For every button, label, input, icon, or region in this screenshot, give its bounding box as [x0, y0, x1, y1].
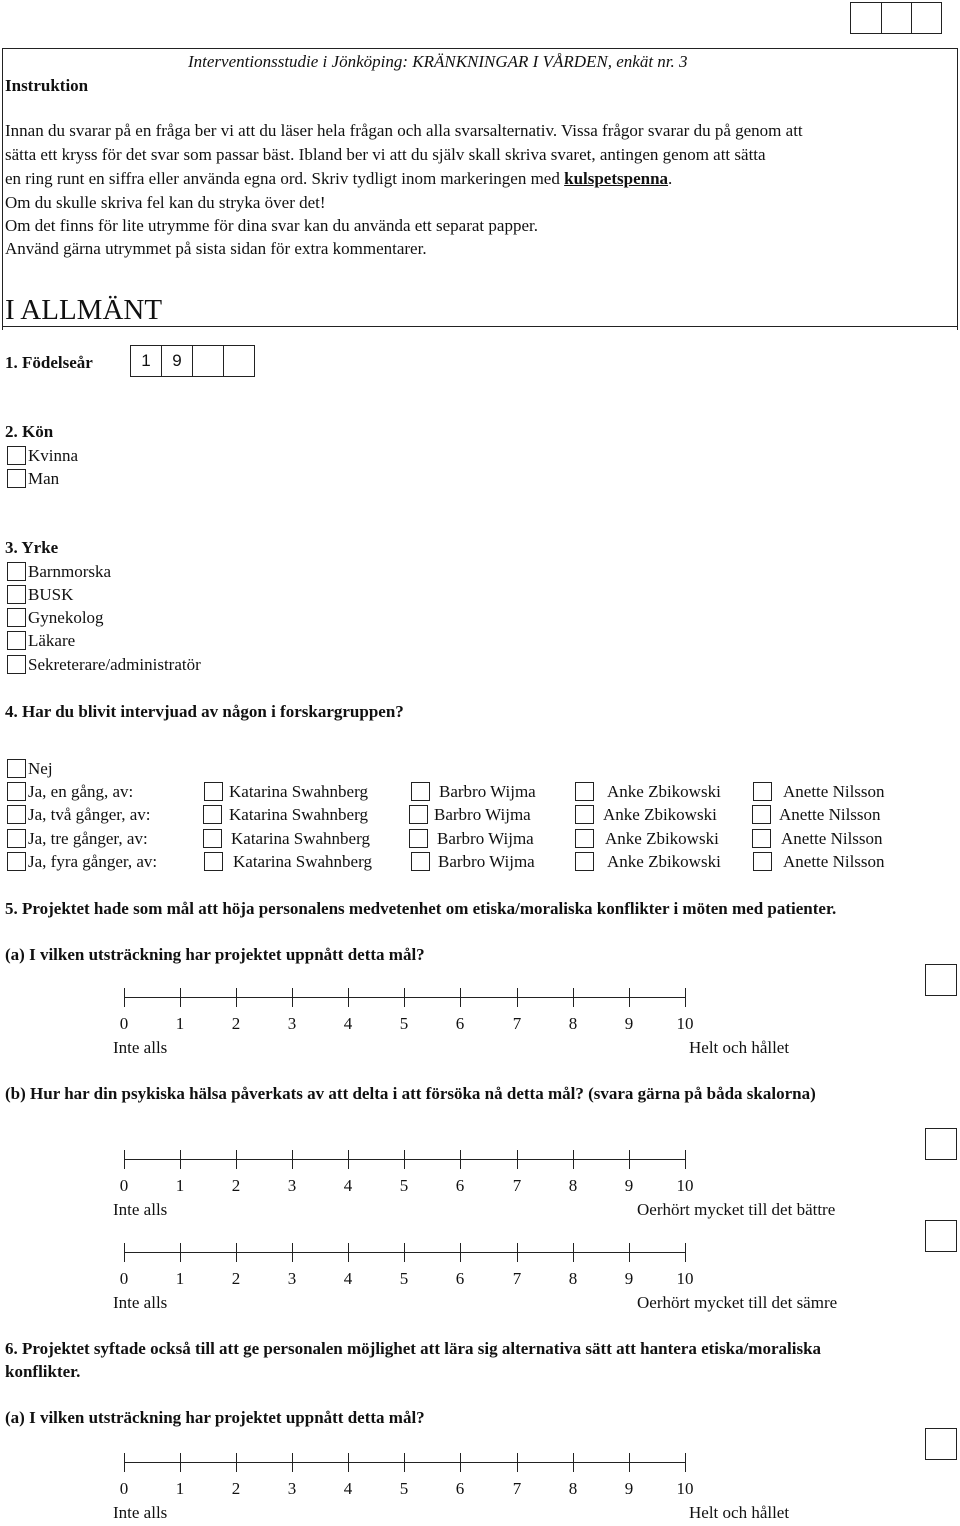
scale-3-tick[interactable] [348, 1243, 349, 1262]
scale-1-tick[interactable] [517, 988, 518, 1007]
row-label-ja-tva-ganger: Ja, två gånger, av: [28, 805, 151, 824]
q6-label-line-2: konflikter. [5, 1362, 81, 1381]
scale-2-tick[interactable] [404, 1150, 405, 1169]
scale-3-number[interactable]: 6 [455, 1269, 465, 1288]
scale-4-number[interactable]: 10 [676, 1479, 694, 1498]
r4-name-nilsson: Anette Nilsson [783, 852, 885, 871]
scale-3-number[interactable]: 0 [119, 1269, 129, 1288]
r2-name-zbikowski: Anke Zbikowski [603, 805, 717, 824]
scale-3-number[interactable]: 9 [624, 1269, 634, 1288]
checkbox-sekreterare[interactable] [7, 655, 26, 674]
scale-1-tick[interactable] [292, 988, 293, 1007]
scale-1-tick[interactable] [348, 988, 349, 1007]
scale-1-tick[interactable] [180, 988, 181, 1007]
scale-2-number[interactable]: 5 [399, 1176, 409, 1195]
scale-2-number[interactable]: 4 [343, 1176, 353, 1195]
instruction-line-3-text: en ring runt en siffra eller använda egna ord. Skriv tydligt inom markeringen med [5, 169, 560, 188]
option-kvinna: Kvinna [28, 446, 79, 465]
option-busk: BUSK [28, 585, 74, 604]
option-sekreterare: Sekreterare/administratör [28, 655, 201, 674]
instruction-line-3-end: . [668, 169, 673, 188]
scale-2-tick[interactable] [629, 1150, 630, 1169]
scale-2-number[interactable]: 2 [231, 1176, 241, 1195]
scale-4-tick[interactable] [348, 1453, 349, 1472]
q2-label: 2. Kön [5, 422, 54, 441]
scale-2-number[interactable]: 10 [676, 1176, 694, 1195]
scale-1-number[interactable]: 4 [343, 1014, 353, 1033]
scale-3-number[interactable]: 8 [568, 1269, 578, 1288]
scale-2-right-label: Oerhört mycket till det bättre [637, 1200, 836, 1219]
checkbox-ja-fyra-ganger[interactable] [7, 852, 26, 871]
year-digit-box-4[interactable] [223, 345, 255, 377]
scale-2-tick[interactable] [573, 1150, 574, 1169]
checkbox-r3-zbikowski[interactable] [575, 829, 594, 848]
scale-2-number[interactable]: 0 [119, 1176, 129, 1195]
year-digit-1: 1 [141, 351, 151, 370]
checkbox-r4-wijma[interactable] [411, 852, 430, 871]
checkbox-r3-swahnberg[interactable] [203, 829, 222, 848]
scale-1-number[interactable]: 10 [676, 1014, 694, 1033]
q5-label: 5. Projektet hade som mål att höja personalens medvetenhet om etiska/moraliska konflikter i möten med patienter. [5, 899, 837, 918]
option-barnmorska: Barnmorska [28, 562, 112, 581]
q1-label: 1. Födelseår [5, 353, 93, 372]
option-nej: Nej [28, 759, 53, 778]
q6a-label: (a) I vilken utsträckning har projektet uppnått detta mål? [5, 1408, 425, 1427]
scale-1-number[interactable]: 7 [512, 1014, 522, 1033]
r3-name-wijma: Barbro Wijma [437, 829, 534, 848]
scale-4-number[interactable]: 4 [343, 1479, 353, 1498]
r2-name-nilsson: Anette Nilsson [779, 805, 881, 824]
scale-3-tick[interactable] [685, 1243, 686, 1262]
scale-2-tick[interactable] [517, 1150, 518, 1169]
id-box-2[interactable] [881, 2, 912, 34]
scale-3-number[interactable]: 10 [676, 1269, 694, 1288]
scale-4-number[interactable]: 5 [399, 1479, 409, 1498]
r1-name-wijma: Barbro Wijma [439, 782, 536, 801]
scale-1-number[interactable]: 8 [568, 1014, 578, 1033]
scale-4-tick[interactable] [292, 1453, 293, 1472]
r3-name-zbikowski: Anke Zbikowski [605, 829, 719, 848]
checkbox-r2-zbikowski[interactable] [575, 805, 594, 824]
instruction-line-2: sätta ett kryss för det svar som passar bäst. Ibland ber vi att du själv skall skriva svaret, antingen genom att sätta [5, 145, 766, 164]
scale-2-tick[interactable] [124, 1150, 125, 1169]
scale-1-number[interactable]: 6 [455, 1014, 465, 1033]
q3-label: 3. Yrke [5, 538, 59, 557]
checkbox-r2-swahnberg[interactable] [203, 805, 222, 824]
scale-1-number[interactable]: 3 [287, 1014, 297, 1033]
scale-1-tick[interactable] [124, 988, 125, 1007]
row-label-ja-tre-ganger: Ja, tre gånger, av: [28, 829, 148, 848]
checkbox-ja-tre-ganger[interactable] [7, 829, 26, 848]
id-box-3[interactable] [911, 2, 942, 34]
r4-name-zbikowski: Anke Zbikowski [607, 852, 721, 871]
scale-3-number[interactable]: 4 [343, 1269, 353, 1288]
header-right-rule [957, 48, 958, 330]
header-bottom-rule [2, 326, 957, 327]
q4-label: 4. Har du blivit intervjuad av någon i forskargruppen? [5, 702, 404, 721]
instruction-line-4: Om du skulle skriva fel kan du stryka över det! [5, 193, 326, 212]
code-box-q5a[interactable] [925, 964, 957, 996]
scale-4-number[interactable]: 2 [231, 1479, 241, 1498]
row-label-ja-en-gang: Ja, en gång, av: [28, 782, 134, 801]
scale-4-tick[interactable] [460, 1453, 461, 1472]
scale-2-tick[interactable] [348, 1150, 349, 1169]
scale-3-tick[interactable] [460, 1243, 461, 1262]
id-box-1[interactable] [850, 2, 882, 34]
scale-1-number[interactable]: 2 [231, 1014, 241, 1033]
year-digit-2: 9 [172, 351, 182, 370]
scale-4-left-label: Inte alls [113, 1503, 168, 1522]
scale-2-number[interactable]: 7 [512, 1176, 522, 1195]
scale-4-number[interactable]: 9 [624, 1479, 634, 1498]
scale-3-tick[interactable] [180, 1243, 181, 1262]
scale-2-number[interactable]: 3 [287, 1176, 297, 1195]
option-man: Man [28, 469, 60, 488]
code-box-q5b-2[interactable] [925, 1220, 957, 1252]
checkbox-r3-nilsson[interactable] [752, 829, 771, 848]
scale-2-number[interactable]: 9 [624, 1176, 634, 1195]
scale-3-number[interactable]: 5 [399, 1269, 409, 1288]
checkbox-r4-zbikowski[interactable] [575, 852, 594, 871]
checkbox-r1-zbikowski[interactable] [575, 782, 594, 801]
r1-name-zbikowski: Anke Zbikowski [607, 782, 721, 801]
kulspetspenna-emphasis: kulspetspenna [564, 169, 669, 188]
checkbox-gynekolog[interactable] [7, 608, 26, 627]
scale-1-right-label: Helt och hållet [689, 1038, 790, 1057]
scale-3-number[interactable]: 2 [231, 1269, 241, 1288]
scale-2-left-label: Inte alls [113, 1200, 168, 1219]
r2-name-wijma: Barbro Wijma [434, 805, 531, 824]
scale-4-number[interactable]: 6 [455, 1479, 465, 1498]
scale-4-number[interactable]: 0 [119, 1479, 129, 1498]
scale-4-tick[interactable] [573, 1453, 574, 1472]
code-box-q5b-1[interactable] [925, 1128, 957, 1160]
scale-1-left-label: Inte alls [113, 1038, 168, 1057]
section-title: I ALLMÄNT [5, 294, 163, 326]
r1-name-nilsson: Anette Nilsson [783, 782, 885, 801]
header-top-rule [2, 48, 957, 49]
option-lakare: Läkare [28, 631, 76, 650]
scale-1-number[interactable]: 5 [399, 1014, 409, 1033]
scale-4-number[interactable]: 8 [568, 1479, 578, 1498]
scale-1-number[interactable]: 9 [624, 1014, 634, 1033]
scale-3-tick[interactable] [404, 1243, 405, 1262]
scale-3-tick[interactable] [517, 1243, 518, 1262]
checkbox-r1-wijma[interactable] [411, 782, 430, 801]
checkbox-lakare[interactable] [7, 631, 26, 650]
r1-name-swahnberg: Katarina Swahnberg [229, 782, 368, 801]
scale-2-tick[interactable] [180, 1150, 181, 1169]
checkbox-r1-swahnberg[interactable] [204, 782, 223, 801]
checkbox-kvinna[interactable] [7, 446, 26, 465]
instruction-line-5: Om det finns för lite utrymme för dina svar kan du använda ett separat papper. [5, 216, 538, 235]
checkbox-barnmorska[interactable] [7, 562, 26, 581]
r4-name-wijma: Barbro Wijma [438, 852, 535, 871]
r3-name-nilsson: Anette Nilsson [781, 829, 883, 848]
checkbox-ja-en-gang[interactable] [7, 782, 26, 801]
scale-4-tick[interactable] [517, 1453, 518, 1472]
header-left-rule [2, 48, 3, 330]
code-box-q6a[interactable] [925, 1428, 957, 1460]
scale-4-tick[interactable] [124, 1453, 125, 1472]
checkbox-nej[interactable] [7, 759, 26, 778]
checkbox-ja-tva-ganger[interactable] [7, 805, 26, 824]
scale-3-tick[interactable] [573, 1243, 574, 1262]
scale-1-tick[interactable] [685, 988, 686, 1007]
scale-4-number[interactable]: 1 [175, 1479, 185, 1498]
scale-2-tick[interactable] [292, 1150, 293, 1169]
scale-4-right-label: Helt och hållet [689, 1503, 790, 1522]
scale-4-tick[interactable] [629, 1453, 630, 1472]
scale-3-number[interactable]: 7 [512, 1269, 522, 1288]
scale-3-tick[interactable] [124, 1243, 125, 1262]
scale-3-number[interactable]: 1 [175, 1269, 185, 1288]
checkbox-r2-nilsson[interactable] [752, 805, 771, 824]
checkbox-busk[interactable] [7, 585, 26, 604]
scale-3-tick[interactable] [629, 1243, 630, 1262]
checkbox-r4-swahnberg[interactable] [204, 852, 223, 871]
scale-4-number[interactable]: 3 [287, 1479, 297, 1498]
scale-1-tick[interactable] [404, 988, 405, 1007]
r3-name-swahnberg: Katarina Swahnberg [231, 829, 370, 848]
instruction-line-1: Innan du svarar på en fråga ber vi att du läser hela frågan och alla svarsalternativ. Vissa frågor svarar du på genom att [5, 121, 803, 140]
scale-4-tick[interactable] [180, 1453, 181, 1472]
scale-4-tick[interactable] [236, 1453, 237, 1472]
scale-2-number[interactable]: 1 [175, 1176, 185, 1195]
q6-label-line-1: 6. Projektet syftade också till att ge personalen möjlighet att lära sig alternativa sätt att hantera etiska/moraliska [5, 1339, 822, 1358]
scale-1-number[interactable]: 1 [175, 1014, 185, 1033]
scale-2-tick[interactable] [460, 1150, 461, 1169]
form-title: Interventionsstudie i Jönköping: KRÄNKNINGAR I VÅRDEN, enkät nr. 3 [188, 52, 688, 71]
q5a-label: (a) I vilken utsträckning har projektet uppnått detta mål? [5, 945, 425, 964]
scale-4-number[interactable]: 7 [512, 1479, 522, 1498]
checkbox-man[interactable] [7, 469, 26, 488]
scale-3-number[interactable]: 3 [287, 1269, 297, 1288]
scale-1-tick[interactable] [236, 988, 237, 1007]
scale-3-left-label: Inte alls [113, 1293, 168, 1312]
scale-4-tick[interactable] [685, 1453, 686, 1472]
scale-3-tick[interactable] [236, 1243, 237, 1262]
scale-3-right-label: Oerhört mycket till det sämre [637, 1293, 838, 1312]
scale-4-tick[interactable] [404, 1453, 405, 1472]
instruction-line-6: Använd gärna utrymmet på sista sidan för extra kommentarer. [5, 239, 427, 258]
option-gynekolog: Gynekolog [28, 608, 104, 627]
checkbox-r2-wijma[interactable] [409, 805, 428, 824]
scale-3-tick[interactable] [292, 1243, 293, 1262]
row-label-ja-fyra-ganger: Ja, fyra gånger, av: [28, 852, 158, 871]
scale-2-number[interactable]: 6 [455, 1176, 465, 1195]
scale-1-tick[interactable] [573, 988, 574, 1007]
checkbox-r1-nilsson[interactable] [753, 782, 772, 801]
r2-name-swahnberg: Katarina Swahnberg [229, 805, 368, 824]
r4-name-swahnberg: Katarina Swahnberg [233, 852, 372, 871]
scale-2-number[interactable]: 8 [568, 1176, 578, 1195]
scale-1-number[interactable]: 0 [119, 1014, 129, 1033]
scale-1-tick[interactable] [460, 988, 461, 1007]
year-digit-box-3[interactable] [192, 345, 224, 377]
scale-2-tick[interactable] [236, 1150, 237, 1169]
checkbox-r4-nilsson[interactable] [753, 852, 772, 871]
scale-2-tick[interactable] [685, 1150, 686, 1169]
instruction-label: Instruktion [5, 76, 89, 95]
checkbox-r3-wijma[interactable] [409, 829, 428, 848]
scale-1-tick[interactable] [629, 988, 630, 1007]
instruction-line-3 [5, 169, 672, 189]
q5b-label: (b) Hur har din psykiska hälsa påverkats av att delta i att försöka nå detta mål? (svara gärna på båda skalorna) [5, 1084, 816, 1103]
